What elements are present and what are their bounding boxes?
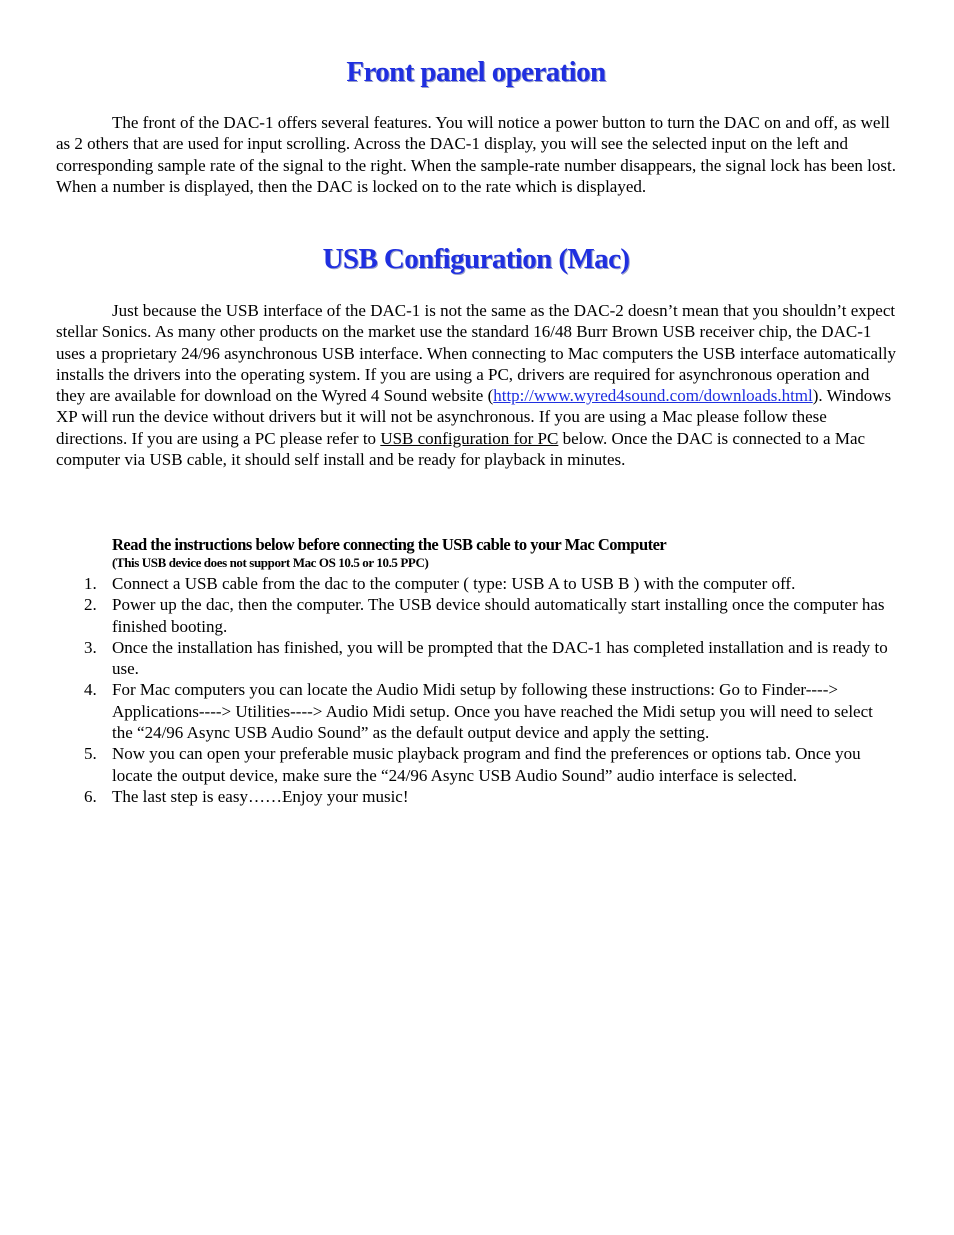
- usb-paragraph-text-3: below. Once the DAC is connected to a Mac computer via USB cable, it should self install and be ready for playback in minutes.: [56, 428, 866, 470]
- usb-pc-reference: USB configuration for PC: [380, 428, 559, 448]
- usb-paragraph-text-2: ). Windows XP will run the device without drivers but it will not be asynchronous. If you are using a Mac please follow these directions. If you are using a PC please refer to: [56, 386, 892, 448]
- step-number: 2.: [84, 595, 97, 615]
- usb-config-paragraph: [56, 300, 896, 470]
- step-number: 6.: [84, 786, 97, 806]
- front-panel-heading: Front panel operation: [346, 56, 606, 88]
- front-panel-paragraph: The front of the DAC-1 offers several features. You will notice a power button to turn the DAC on and off, as well as 2 others that are used for input scrolling. Across the DAC-1 display, you will see the selected input on the left and corresponding sample rate of the signal to the right. When the sample-rate number disappears, the signal lock has been lost. When a number is displayed, then the DAC is locked on to the rate which is displayed.: [56, 113, 896, 196]
- step-number: 4.: [84, 680, 97, 700]
- step-number: 3.: [84, 637, 97, 657]
- instructions-notice: [112, 535, 902, 570]
- list-item: [56, 573, 896, 594]
- step-text: Now you can open your preferable music playback program and find the preferences or options tab. Once you locate the output device, make sure the “24/96 Async USB Audio Sound” audio interface is selected.: [112, 744, 861, 785]
- step-number: 5.: [84, 744, 97, 764]
- downloads-link[interactable]: http://www.wyred4sound.com/downloads.html: [493, 386, 813, 406]
- usb-paragraph-text-1: Just because the USB interface of the DAC-1 is not the same as the DAC-2 doesn’t mean that you shouldn’t expect stellar Sonics. As many other products on the market use the standard 16/48 Burr Brown USB receiver chip, the DAC-1 uses a proprietary 24/96 asynchronous USB interface. When connecting to Mac computers the USB interface automatically installs the drivers into the operating system. If you are using a PC, drivers are required for asynchronous operation and they are available for download on the Wyred 4 Sound website (: [56, 301, 896, 406]
- notice-main-text: Read the instructions below before connecting the USB cable to your Mac Computer: [112, 535, 667, 554]
- list-item: [56, 786, 896, 807]
- notice-sub-text: (This USB device does not support Mac OS 10.5 or 10.5 PPC): [112, 555, 429, 570]
- step-number: 1.: [84, 574, 97, 593]
- list-item: [56, 679, 896, 743]
- list-item: [56, 594, 896, 637]
- step-text: Power up the dac, then the computer. The USB device should automatically start installing once the computer has finished booting.: [112, 595, 885, 636]
- list-item: [56, 743, 896, 786]
- list-item: [56, 637, 896, 680]
- step-text: The last step is easy……Enjoy your music!: [112, 786, 409, 806]
- usb-config-mac-heading: USB Configuration (Mac): [322, 243, 630, 275]
- step-text: Connect a USB cable from the dac to the computer ( type: USB A to USB B ) with the computer off.: [112, 574, 796, 593]
- step-text: Once the installation has finished, you will be prompted that the DAC-1 has completed installation and is ready to use.: [112, 637, 888, 679]
- step-text: For Mac computers you can locate the Audio Midi setup by following these instructions: Go to Finder----> Applications----> Utilities----> Audio Midi setup. Once you have reached the Midi setup you will need to select the “24/96 Async USB Audio Sound” as the default output device and apply the setting.: [112, 680, 873, 743]
- install-steps-list: [56, 573, 896, 807]
